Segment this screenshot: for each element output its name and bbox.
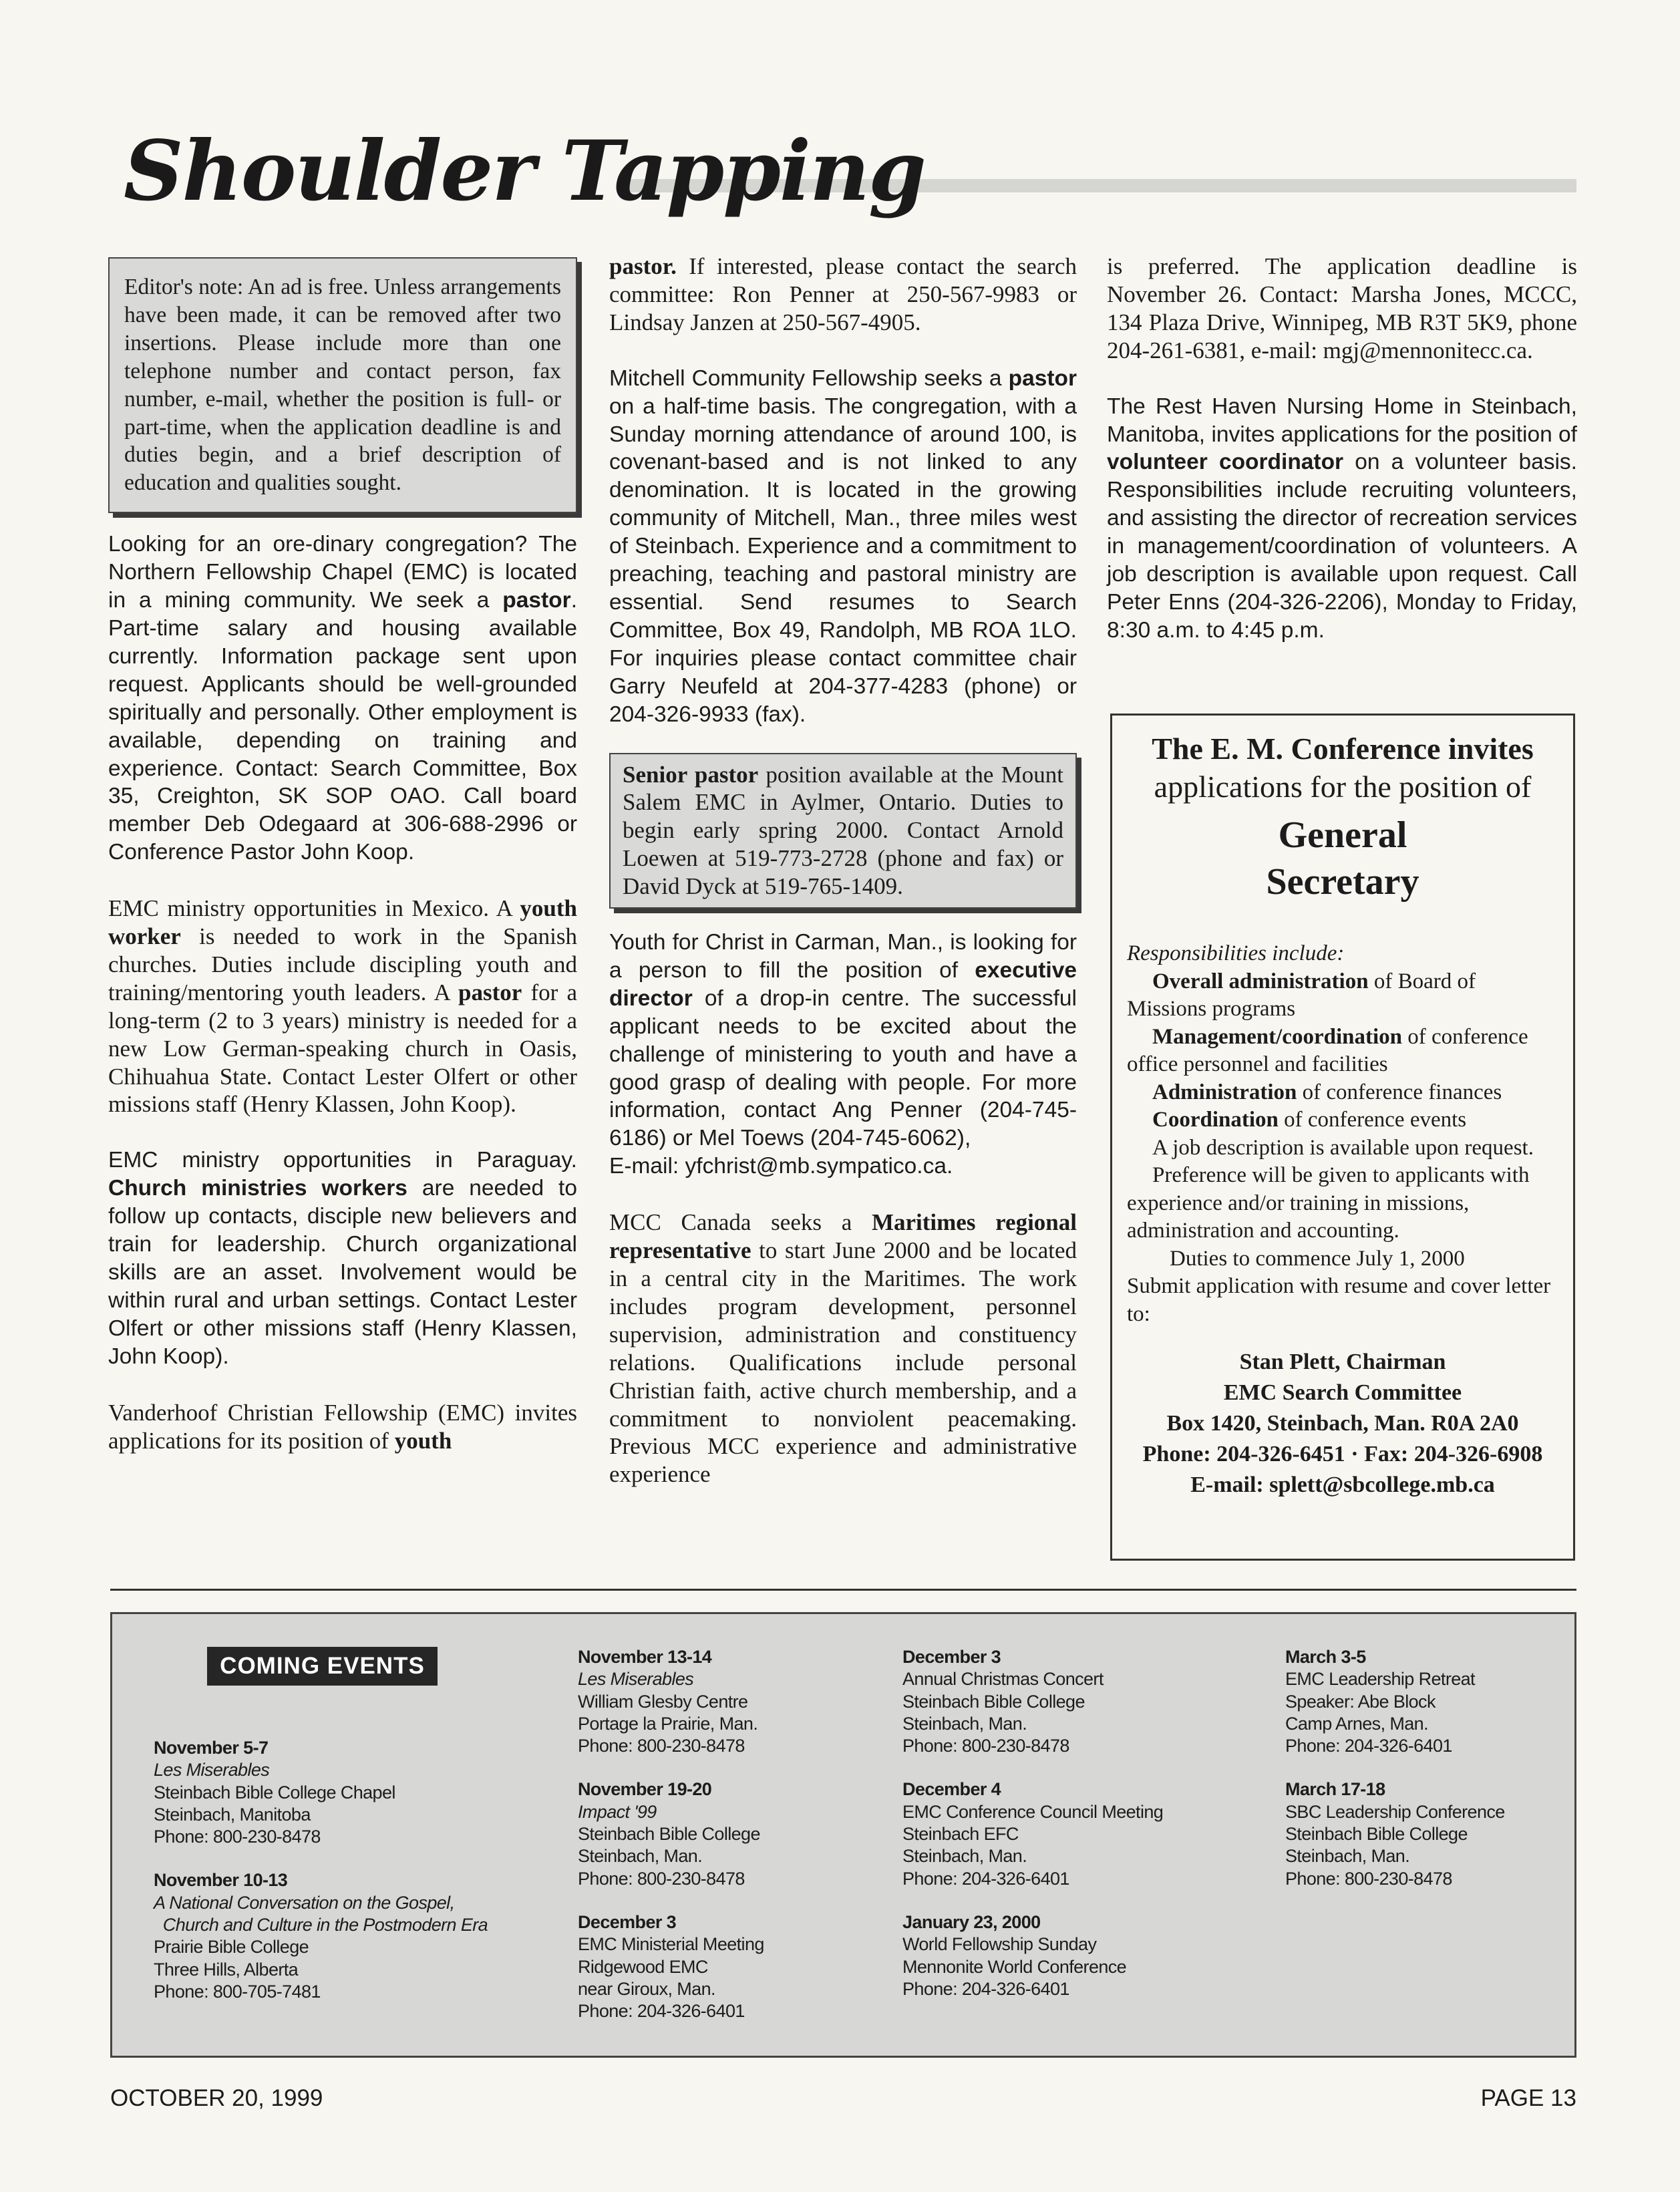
- event-date: November 5-7: [154, 1738, 269, 1758]
- event-title: Impact '99: [578, 1801, 657, 1822]
- event-line: Steinbach Bible College Chapel: [154, 1782, 395, 1803]
- event-item: [902, 1911, 1250, 2000]
- event-line: near Giroux, Man.: [578, 1978, 715, 1999]
- ad-mexico: EMC ministry opportunities in Mexico. A youth worker is needed to work in the Spanish churches. Duties include discipling youth and training/mentoring youth leaders. A pastor for a long-term (2 to 3 years) ministry is needed for a new Low German-speaking church in Oasis, Chihuahua State. Contact Lester Olfert or other missions staff (Henry Klassen, John Koop).: [108, 895, 577, 1118]
- event-line: Steinbach, Manitoba: [154, 1804, 311, 1825]
- event-item: [902, 1646, 1250, 1757]
- coming-events-panel: [110, 1612, 1576, 2058]
- event-date: December 4: [902, 1779, 1001, 1800]
- event-line: EMC Leadership Retreat: [1285, 1669, 1475, 1690]
- event-date: November 10-13: [154, 1870, 288, 1891]
- event-line: Phone: 204-326-6401: [1285, 1736, 1452, 1756]
- gs-position2: Secretary: [1266, 861, 1419, 903]
- gs-contact-line: Phone: 204-326-6451 · Fax: 204-326-6908: [1142, 1442, 1543, 1466]
- editor-note-box: [108, 257, 577, 513]
- event-date: December 3: [902, 1647, 1001, 1667]
- gs-heading1: The E. M. Conference invites: [1152, 732, 1534, 766]
- event-item: [578, 1646, 885, 1757]
- event-line: William Glesby Centre: [578, 1691, 748, 1712]
- gs-contact: [1127, 1347, 1558, 1501]
- event-title: Les Miserables: [578, 1669, 694, 1690]
- ad-northern-fellowship: Looking for an ore-dinary congregation? The Northern Fellowship Chapel (EMC) is located in a mining community. We seek a pastor. Part-time salary and housing available currently. Information package sent upon request. Applicants should be well-grounded spiritually and personally. Other employment is available, depending on training and experience. Contact: Search Committee, Box 35, Creighton, SK SOP OAO. Call board member Deb Odegaard at 306-688-2996 or Conference Pastor John Koop.: [108, 532, 577, 865]
- gs-contact-line: Stan Plett, Chairman: [1239, 1350, 1446, 1374]
- event-line: Three Hills, Alberta: [154, 1959, 299, 1980]
- ad-mitchell: Mitchell Community Fellowship seeks a pastor on a half-time basis. The congregation, with a Sunday morning attendance of around 100, is covenant-based and is not linked to any denomination. It is located in the growing community of Mitchell, Man., three miles west of Steinbach. Experience and a commitment to preaching, teaching and pastoral ministry are essential. Send resumes to Search Committee, Box 49, Randolph, MB ROA 1LO. For inquiries please contact committee chair Garry Neufeld at 204-377-4283 (phone) or 204-326-9933 (fax).: [609, 365, 1077, 727]
- footer-date: OCTOBER 20, 1999: [110, 2085, 323, 2111]
- event-line: Phone: 800-230-8478: [578, 1736, 745, 1756]
- ad-vanderhoof-cont: pastor. If interested, please contact the search committee: Ron Penner at 250-567-9983 or Lindsay Janzen at 250-567-4905.: [609, 253, 1077, 335]
- events-column-2: [578, 1646, 885, 2044]
- event-item: [578, 1778, 885, 1889]
- event-line: Phone: 204-326-6401: [578, 2001, 745, 2022]
- event-date: November 19-20: [578, 1779, 712, 1800]
- event-line: Steinbach, Man.: [578, 1846, 703, 1867]
- column-2: [609, 253, 1077, 1517]
- gs-heading2: applications for the position of: [1154, 770, 1532, 804]
- ad-mcc-cont: is preferred. The application deadline is November 26. Contact: Marsha Jones, MCCC, 134 Plaza Drive, Winnipeg, MB R3T 5K9, phone 204-261-6381, e-mail: mgj@mennonitecc.ca.: [1107, 253, 1577, 363]
- event-date: November 13-14: [578, 1647, 712, 1667]
- coming-events-heading: COMING EVENTS: [207, 1647, 438, 1686]
- event-line: EMC Ministerial Meeting: [578, 1934, 764, 1955]
- event-title: A National Conversation on the Gospel,: [154, 1892, 455, 1913]
- column-1: [108, 257, 577, 1482]
- event-line: Prairie Bible College: [154, 1937, 309, 1958]
- event-line: Phone: 800-230-8478: [1285, 1868, 1452, 1889]
- page-title: Shoulder Tapping: [124, 123, 925, 220]
- event-line: Phone: 800-705-7481: [154, 1981, 321, 2002]
- ad-rest-haven: The Rest Haven Nursing Home in Steinbach, Manitoba, invites applications for the position of volunteer coordinator on a volunteer basis. Responsibilities include recruiting volunteers, and assisting the director of recreation services in management/coordination of volunteers. A job description is available upon request. Call Peter Enns (204-326-2206), Monday to Friday, 8:30 a.m. to 4:45 p.m.: [1107, 394, 1577, 643]
- event-line: Phone: 800-230-8478: [902, 1736, 1069, 1756]
- event-line: EMC Conference Council Meeting: [902, 1801, 1164, 1822]
- gs-resp-item: Administration of conference finances: [1152, 1080, 1502, 1104]
- events-column-4: [1285, 1646, 1566, 1911]
- event-line: Steinbach, Man.: [902, 1713, 1027, 1734]
- ad-vanderhoof: Vanderhoof Christian Fellowship (EMC) invites applications for its position of youth: [108, 1399, 577, 1454]
- event-line: World Fellowship Sunday: [902, 1934, 1097, 1955]
- event-title: Les Miserables: [154, 1760, 270, 1780]
- gs-resp-item: Overall administration of Board of Missions programs: [1127, 969, 1476, 1021]
- event-line: Steinbach Bible College: [902, 1691, 1085, 1712]
- gs-resp-item: Management/coordination of conference office personnel and facilities: [1127, 1024, 1528, 1076]
- event-line: Phone: 800-230-8478: [154, 1827, 321, 1847]
- event-date: March 3-5: [1285, 1647, 1366, 1667]
- ad-paraguay: EMC ministry opportunities in Paraguay. Church ministries workers are needed to follow up contacts, disciple new believers and train for leadership. Church organizational skills are an asset. Involvement would be within rural and urban settings. Contact Lester Olfert or other missions staff (Henry Klassen, John Koop).: [108, 1148, 577, 1369]
- gs-duties: Duties to commence July 1, 2000: [1170, 1246, 1465, 1271]
- event-date: March 17-18: [1285, 1779, 1385, 1800]
- event-item: [154, 1737, 528, 1848]
- footer-page-number: PAGE 13: [1480, 2085, 1576, 2111]
- event-line: Mennonite World Conference: [902, 1956, 1127, 1977]
- event-line: Steinbach, Man.: [1285, 1846, 1410, 1867]
- event-item: [902, 1778, 1250, 1889]
- event-line: Camp Arnes, Man.: [1285, 1713, 1428, 1734]
- events-column-1: [154, 1737, 528, 2024]
- ad-mcc: MCC Canada seeks a Maritimes regional representative to start June 2000 and be located in a central city in the Maritimes. The work includes program development, personnel supervision, administration and constituency relations. Qualifications include personal Christian faith, active church membership, and a commitment to nonviolent peacemaking. Previous MCC experience and administrative experience: [609, 1209, 1077, 1488]
- column-3: [1107, 253, 1577, 673]
- event-line: Steinbach EFC: [902, 1824, 1019, 1845]
- ad-youth-for-christ: Youth for Christ in Carman, Man., is looking for a person to fill the position of executive director of a drop-in centre. The successful applicant needs to be excited about the challenge of ministering to youth and have a good grasp of dealing with people. For more information, contact Ang Penner (204-745-6186) or Mel Toews (204-745-6062), E-mail: yfchrist@mb.sympatico.ca.: [609, 930, 1077, 1179]
- event-line: Portage la Prairie, Man.: [578, 1713, 758, 1734]
- gs-contact-line: E-mail: splett@sbcollege.mb.ca: [1190, 1472, 1495, 1497]
- event-line: Phone: 204-326-6401: [902, 1868, 1069, 1889]
- event-item: [1285, 1778, 1566, 1889]
- gs-resp-item: Coordination of conference events: [1152, 1108, 1467, 1132]
- event-line: Steinbach Bible College: [1285, 1824, 1468, 1845]
- senior-pastor-box: Senior pastor position available at the Mount Salem EMC in Aylmer, Ontario. Duties to begin early spring 2000. Contact Arnold Loewen at 519-773-2728 (phone and fax) or David Dyck at 519-765-1409.: [609, 753, 1077, 909]
- gs-responsibilities: [1127, 968, 1558, 1134]
- event-line: Ridgewood EMC: [578, 1956, 708, 1977]
- event-line: Speaker: Abe Block: [1285, 1691, 1436, 1712]
- general-secretary-ad: [1110, 714, 1575, 1561]
- event-date: December 3: [578, 1911, 677, 1932]
- event-line: Annual Christmas Concert: [902, 1669, 1104, 1690]
- events-column-3: [902, 1646, 1250, 2022]
- event-item: [154, 1869, 528, 2003]
- gs-resp-label: Responsibilities include:: [1127, 941, 1345, 965]
- gs-job-desc: A job description is available upon request.: [1152, 1135, 1534, 1160]
- event-line: SBC Leadership Conference: [1285, 1801, 1505, 1822]
- event-item: [578, 1911, 885, 2022]
- gs-preference: Preference will be given to applicants with experience and/or training in missions, administration and accounting.: [1127, 1163, 1530, 1243]
- event-item: [1285, 1646, 1566, 1757]
- event-title: Church and Culture in the Postmodern Era: [154, 1915, 488, 1935]
- gs-position1: General: [1278, 814, 1407, 856]
- event-date: January 23, 2000: [902, 1911, 1041, 1932]
- gs-contact-line: EMC Search Committee: [1223, 1380, 1462, 1405]
- event-line: Phone: 204-326-6401: [902, 1978, 1069, 1999]
- gs-contact-line: Box 1420, Steinbach, Man. R0A 2A0: [1166, 1411, 1519, 1436]
- editor-note: Editor's note: An ad is free. Unless arrangements have been made, it can be removed after two insertions. Please include more than one telephone number and contact person, fax number, e-mail, whether the position is full- or part-time, when the application deadline is and duties begin, and a brief description of education and qualities sought.: [124, 275, 561, 496]
- event-line: Steinbach Bible College: [578, 1824, 760, 1845]
- section-divider: [110, 1589, 1576, 1591]
- event-line: Steinbach, Man.: [902, 1846, 1027, 1867]
- gs-submit: Submit application with resume and cover letter to:: [1127, 1274, 1551, 1326]
- event-line: Phone: 800-230-8478: [578, 1868, 745, 1889]
